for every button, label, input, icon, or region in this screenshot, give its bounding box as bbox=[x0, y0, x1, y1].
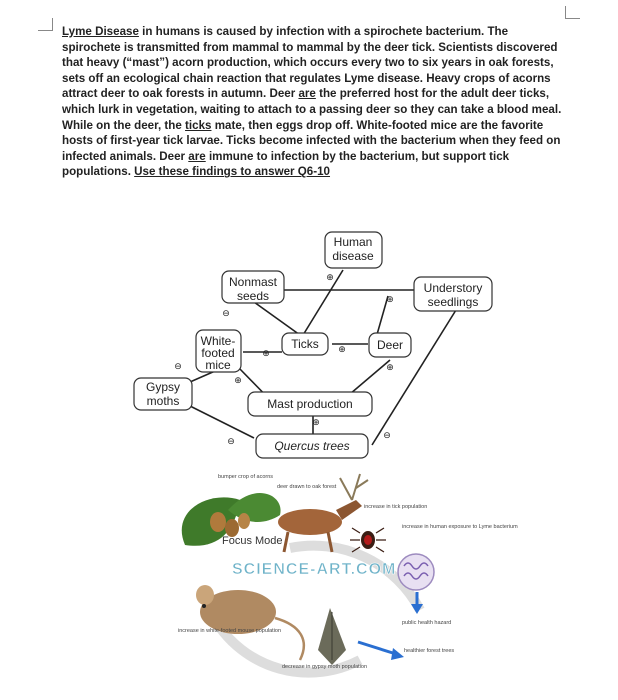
underlined-are: are bbox=[298, 87, 316, 101]
node-mast-production bbox=[248, 392, 372, 416]
right-arrow-icon bbox=[358, 642, 396, 654]
instruction-text: Use these findings to answer Q6-10 bbox=[134, 165, 331, 179]
node-label-line: Human bbox=[333, 235, 373, 249]
underlined-ticks: ticks bbox=[185, 118, 212, 132]
node-understory-seedlings bbox=[414, 277, 492, 311]
minus-sign: ⊖ bbox=[222, 309, 230, 319]
edge-quercus-understory bbox=[372, 310, 456, 445]
node-label-line: disease bbox=[332, 249, 374, 263]
focus-mode-label: Focus Mode bbox=[222, 535, 283, 547]
node-label-line: Gypsy bbox=[145, 380, 181, 394]
plus-sign: ⊕ bbox=[386, 363, 394, 373]
passage-part: in humans is caused by infection with a spirochete bacterium. The spirochete is transmitted from mammal to mammal by the deer tick. Scientists discovered that heavy (“mast”) acorn production, which occurs every two to six years in oak forests, sets off an ecological chain reaction that regulates Lyme disease. Heavy crops of acorns attract deer to oak forests in autumn. Deer bbox=[62, 25, 558, 101]
bacteria-icon bbox=[398, 554, 434, 590]
edge-moths-quercus bbox=[190, 406, 254, 438]
lyme-disease-term: Lyme Disease bbox=[62, 25, 139, 38]
public-health-caption: public health hazard bbox=[402, 620, 452, 626]
moth-decrease-caption: decrease in gypsy moth population bbox=[282, 664, 367, 670]
node-quercus-trees bbox=[256, 434, 368, 458]
passage-part: the preferred host for the adult deer ticks, which lurk in vegetation, waiting to attach to a passing deer so they can take a blood meal. While on the deer, the bbox=[62, 87, 562, 132]
mouse-illustration bbox=[196, 585, 304, 660]
svg-text:White-footedmice bbox=[201, 334, 236, 372]
node-label-line: footed bbox=[201, 346, 235, 360]
deer-label: Deer bbox=[376, 338, 404, 352]
svg-text:Understoryseedlings bbox=[424, 281, 483, 309]
node-label-line: Nonmast bbox=[228, 275, 278, 289]
watermark-text: SCIENCE-ART.COM bbox=[232, 561, 397, 578]
edge-mast-deer bbox=[350, 360, 390, 394]
plus-sign: ⊕ bbox=[312, 418, 320, 428]
svg-text:Gypsymoths bbox=[146, 380, 180, 408]
edge-nonmast-ticks bbox=[254, 302, 300, 335]
node-white-footed-mice bbox=[196, 330, 241, 372]
passage-part: mate, then eggs drop off. White-footed mice are the favorite hosts of first-year tick larvae. Ticks become infected with the bacterium when they feed on infected animals. Deer bbox=[62, 118, 561, 163]
node-deer bbox=[369, 333, 411, 357]
ecology-illustration bbox=[178, 474, 518, 673]
node-label-line: seeds bbox=[236, 289, 270, 303]
exposure-caption: increase in human exposure to Lyme bacterium bbox=[402, 524, 518, 530]
node-human-disease bbox=[325, 232, 382, 268]
plus-sign: ⊕ bbox=[338, 345, 346, 355]
arrowhead-icon bbox=[391, 648, 404, 660]
plus-sign: ⊕ bbox=[326, 273, 334, 283]
node-gypsy-moths bbox=[134, 378, 192, 410]
plus-sign: ⊕ bbox=[262, 349, 270, 359]
node-label-line: Understory bbox=[423, 281, 483, 295]
tick-increase-caption: increase in tick population bbox=[364, 504, 428, 510]
node-label-line: seedlings bbox=[427, 295, 479, 309]
plus-sign: ⊕ bbox=[386, 295, 394, 305]
node-nonmast-seeds bbox=[222, 271, 284, 303]
ticks-label: Ticks bbox=[291, 337, 319, 351]
human-disease-label bbox=[332, 235, 374, 263]
node-label-line: moths bbox=[146, 394, 180, 408]
minus-sign: ⊖ bbox=[227, 437, 235, 447]
quercus-trees-label: Quercus trees bbox=[274, 439, 350, 453]
deer-drawn-caption: deer drawn to oak forest bbox=[277, 484, 337, 490]
plus-sign: ⊕ bbox=[234, 376, 242, 386]
mast-production-label: Mast production bbox=[267, 397, 353, 411]
mouse-increase-caption: increase in white-footed mouse population bbox=[178, 628, 282, 634]
edge-ticks-human bbox=[300, 270, 343, 340]
healthier-trees-caption: healthier forest trees bbox=[404, 648, 455, 654]
node-label-line: White- bbox=[200, 334, 236, 348]
minus-sign: ⊖ bbox=[383, 431, 391, 441]
node-label-line: mice bbox=[205, 358, 231, 372]
minus-sign: ⊖ bbox=[174, 362, 182, 372]
node-ticks bbox=[282, 333, 328, 355]
passage-part: immune to infection by the bacterium, but support tick populations. bbox=[62, 149, 510, 179]
moth-icon bbox=[318, 608, 346, 665]
underlined-are: are bbox=[188, 149, 206, 163]
bumper-crop-caption: bumper crop of acorns bbox=[218, 474, 274, 480]
